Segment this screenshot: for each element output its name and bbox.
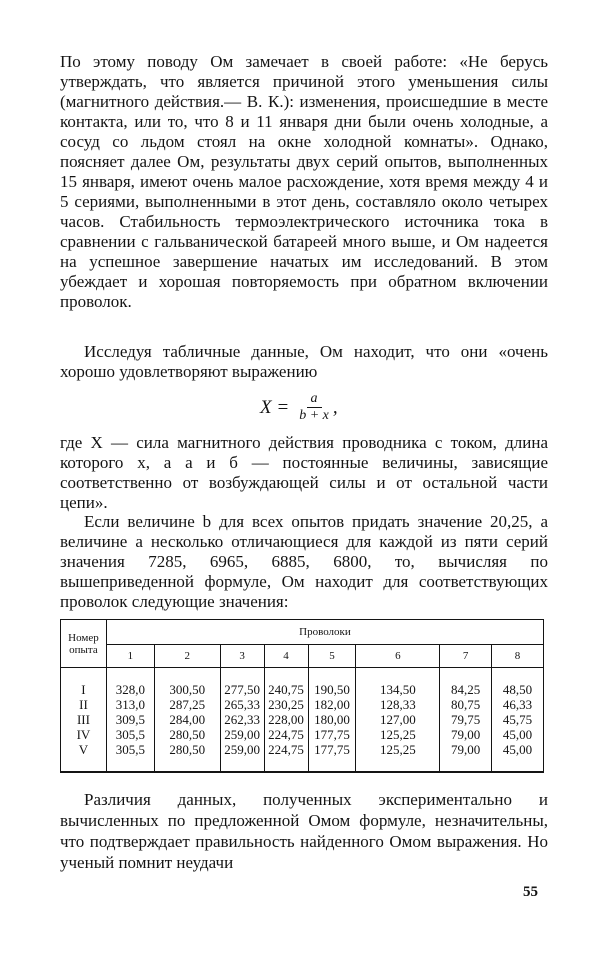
column-header-5: 5 — [308, 645, 356, 668]
table-cell: 309,5 — [106, 712, 154, 727]
paragraph-2-text: Исследуя табличные данные, Ом находит, что они «очень хорошо удовлетворяют выражению — [60, 342, 548, 381]
table-cell: 182,00 — [308, 697, 356, 712]
table-cell: 79,00 — [440, 742, 492, 757]
table-cell: 177,75 — [308, 727, 356, 742]
table-cell: 45,75 — [492, 712, 544, 727]
table-cell: 305,5 — [106, 742, 154, 757]
row-label: I — [61, 682, 107, 697]
table-cell: 80,75 — [440, 697, 492, 712]
table-row — [61, 712, 544, 727]
table-cell: 46,33 — [492, 697, 544, 712]
row-label: II — [61, 697, 107, 712]
table-cell: 277,50 — [220, 682, 264, 697]
table-cell: 287,25 — [154, 697, 220, 712]
table-cell: 79,75 — [440, 712, 492, 727]
column-header-2: 2 — [154, 645, 220, 668]
table-spacer-row — [61, 668, 544, 683]
table-cell: 224,75 — [264, 727, 308, 742]
table-cell: 180,00 — [308, 712, 356, 727]
table-cell: 125,25 — [356, 727, 440, 742]
paragraph-conclusion — [60, 789, 548, 873]
table-cell: 45,00 — [492, 742, 544, 757]
table-cell: 224,75 — [264, 742, 308, 757]
table-cell: 84,25 — [440, 682, 492, 697]
table-cell: 48,50 — [492, 682, 544, 697]
paragraph-3-text: где X — сила магнитного действия проводника с током, длина которого x, а a и б — постоянные величины, зависящие соответственно от возбуждающей силы и от остальной части цепи». — [60, 433, 548, 512]
column-header-1: 1 — [106, 645, 154, 668]
table-cell: 313,0 — [106, 697, 154, 712]
formula-denominator: b + x — [299, 408, 329, 423]
table-group-header: Проволоки — [106, 620, 543, 645]
table-cell: 177,75 — [308, 742, 356, 757]
paragraph-constants — [60, 512, 548, 612]
table-cell: 284,00 — [154, 712, 220, 727]
paragraph-ohm-quote — [60, 52, 548, 312]
table-row — [61, 682, 544, 697]
ohm-formula — [260, 391, 338, 424]
formula-lhs: X = — [260, 396, 290, 418]
table-row — [61, 727, 544, 742]
column-header-8: 8 — [492, 645, 544, 668]
row-label: IV — [61, 727, 107, 742]
table-cell: 127,00 — [356, 712, 440, 727]
table-cell: 134,50 — [356, 682, 440, 697]
table-cell: 228,00 — [264, 712, 308, 727]
table-cell: 190,50 — [308, 682, 356, 697]
table-cell: 230,25 — [264, 697, 308, 712]
table-cell: 128,33 — [356, 697, 440, 712]
column-header-6: 6 — [356, 645, 440, 668]
column-header-7: 7 — [440, 645, 492, 668]
table-cell: 328,0 — [106, 682, 154, 697]
table-cell: 305,5 — [106, 727, 154, 742]
table-cell: 259,00 — [220, 727, 264, 742]
table-bottom-pad — [61, 757, 544, 772]
table-cell: 45,00 — [492, 727, 544, 742]
formula-fraction — [295, 391, 333, 424]
page-number: 55 — [523, 884, 538, 900]
table-corner-header: Номер опыта — [61, 620, 107, 668]
formula-tail: , — [332, 396, 338, 418]
paragraph-formula-explanation — [60, 433, 548, 513]
row-label: V — [61, 742, 107, 757]
table-body — [61, 682, 544, 757]
table-cell: 259,00 — [220, 742, 264, 757]
table-cell: 125,25 — [356, 742, 440, 757]
table-cell: 280,50 — [154, 742, 220, 757]
paragraph-5-text: Различия данных, полученных экспериментально и вычисленных по предложенной Омом формуле, незначительны, что подтверждает правильность найденного Омом выражения. Но ученый помнит неудачи — [60, 790, 548, 872]
table-column-header-row — [61, 645, 544, 668]
column-header-4: 4 — [264, 645, 308, 668]
column-header-3: 3 — [220, 645, 264, 668]
table-cell: 262,33 — [220, 712, 264, 727]
paragraph-table-analysis — [60, 342, 548, 382]
row-label: III — [61, 712, 107, 727]
table-cell: 280,50 — [154, 727, 220, 742]
table-cell: 79,00 — [440, 727, 492, 742]
table-row — [61, 742, 544, 757]
table-row — [61, 697, 544, 712]
paragraph-1-text: По этому поводу Ом замечает в своей работе: «Не берусь утверждать, что является причиной этого уменьшения силы (магнитного действия.— В. К.): изменения, происшедшие в месте контакта, или то, что 8 и 11 января дни были очень холодные, а сосуд со льдом стоял на окне холодной комнаты». Однако, поясняет далее Ом, результаты двух серий опытов, выполненных 15 января, имеют очень малое расхождение, хотя время между 4 и 5 сериями, выполненными в этот день, составляло около четырех часов. Стабильность термоэлектрического источника тока в сравнении с гальванической батареей много выше, и Ом надеется на успешное завершение начатых им исследований. В этом убеждает и хорошая повторяемость при обратном включении проволок. — [60, 52, 548, 311]
table-cell: 240,75 — [264, 682, 308, 697]
table-cell: 300,50 — [154, 682, 220, 697]
results-table — [60, 619, 544, 773]
formula-numerator: a — [307, 391, 322, 408]
paragraph-4-text: Если величине b для всех опытов придать значение 20,25, а величине a несколько отличающиеся для каждой из пяти серий значения 7285, 6965, 6885, 6800, то, вычисляя по вышеприведенной формуле, Ом находит для соответствующих проволок следующие значения: — [60, 512, 548, 611]
table-cell: 265,33 — [220, 697, 264, 712]
